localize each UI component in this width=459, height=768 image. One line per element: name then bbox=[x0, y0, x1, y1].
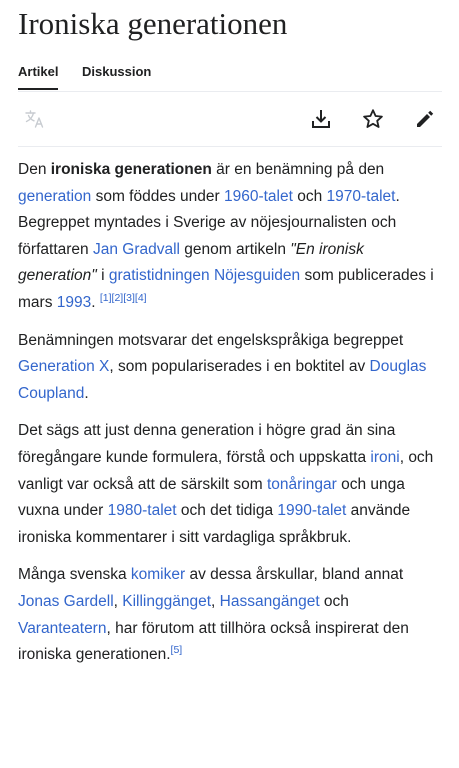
link-hassangänget[interactable]: Hassangänget bbox=[219, 592, 320, 610]
link-killinggänget[interactable]: Killinggänget bbox=[122, 592, 212, 610]
link-generation[interactable]: generation bbox=[18, 187, 92, 205]
link-ironi[interactable]: ironi bbox=[370, 448, 400, 466]
bold-term: ironiska generationen bbox=[50, 161, 212, 178]
citation-5[interactable]: [5] bbox=[170, 644, 183, 657]
paragraph-intro: Den ironiska generationen är en benämning på den generation som föddes under 1960-talet och 1970-talet. Begreppet myntades i Sverige av nöjesjournalisten och författaren Jan Gradvall genom artikeln "En ironisk generation" i gratistidningen Nöjesguiden som publicerades i mars 1993. [1][2][3][4] bbox=[18, 161, 434, 311]
link-1980-talet[interactable]: 1980-talet bbox=[107, 502, 177, 520]
paragraph-generation-x: Benämningen motsvarar det engelskspråkiga begreppet Generation X, som populariserades i en boktitel av Douglas Coupland. bbox=[18, 331, 427, 402]
link-douglas-coupland[interactable]: Douglas Coupland bbox=[18, 358, 427, 402]
link-tonaringar[interactable]: tonåringar bbox=[266, 475, 337, 493]
link-gratistidningen[interactable]: gratistidningen bbox=[108, 267, 210, 285]
link-1990-talet[interactable]: 1990-talet bbox=[277, 502, 347, 520]
paragraph-comedians: Många svenska komiker av dessa årskullar, bland annat Jonas Gardell, Killinggänget, Hassangänget och Varanteatern, har förutom att tillhöra också inspirerat den ironiska generationen.[5] bbox=[18, 566, 409, 664]
link-1960-talet[interactable]: 1960-talet bbox=[223, 187, 293, 205]
link-1970-talet[interactable]: 1970-talet bbox=[326, 187, 396, 205]
edit-icon[interactable] bbox=[412, 106, 438, 132]
toolbar-divider bbox=[18, 146, 442, 147]
link-1993[interactable]: 1993 bbox=[56, 293, 92, 311]
citation-1[interactable]: [1] bbox=[99, 291, 112, 304]
link-komiker[interactable]: komiker bbox=[130, 566, 186, 584]
article-content bbox=[18, 157, 442, 680]
citation-refs bbox=[100, 292, 147, 304]
page-title: Ironiska generationen bbox=[18, 6, 288, 41]
link-nojesguiden[interactable]: Nöjesguiden bbox=[213, 267, 301, 285]
page-actions-toolbar bbox=[18, 92, 442, 146]
star-icon[interactable] bbox=[360, 106, 386, 132]
link-varanteatern[interactable]: Varanteatern bbox=[18, 619, 107, 637]
link-generation-x[interactable]: Generation X bbox=[18, 358, 110, 376]
article-title-italic: "En ironisk generation" bbox=[18, 240, 364, 285]
link-jonas-gardell[interactable]: Jonas Gardell bbox=[18, 592, 114, 610]
tab-talk[interactable]: Diskussion bbox=[82, 64, 152, 79]
citation-refs bbox=[171, 644, 183, 656]
link-jan-gradvall[interactable]: Jan Gradvall bbox=[92, 240, 180, 258]
download-icon[interactable] bbox=[308, 106, 334, 132]
tab-article[interactable]: Artikel bbox=[18, 60, 58, 90]
citation-3[interactable]: [3] bbox=[123, 291, 135, 304]
citation-2[interactable]: [2] bbox=[111, 291, 124, 304]
paragraph-irony: Det sägs att just denna generation i högre grad än sina föregångare kunde formulera, förstå och uppskatta ironi, och vanligt var också att de särskilt som tonåringar och unga vuxna under 1980-talet och det tidiga 1990-talet använde ironiska kommentarer i sitt vardagliga språkbruk. bbox=[18, 422, 434, 546]
page-tabs bbox=[18, 60, 442, 92]
citation-4[interactable]: [4] bbox=[134, 291, 147, 304]
language-icon bbox=[22, 106, 48, 132]
